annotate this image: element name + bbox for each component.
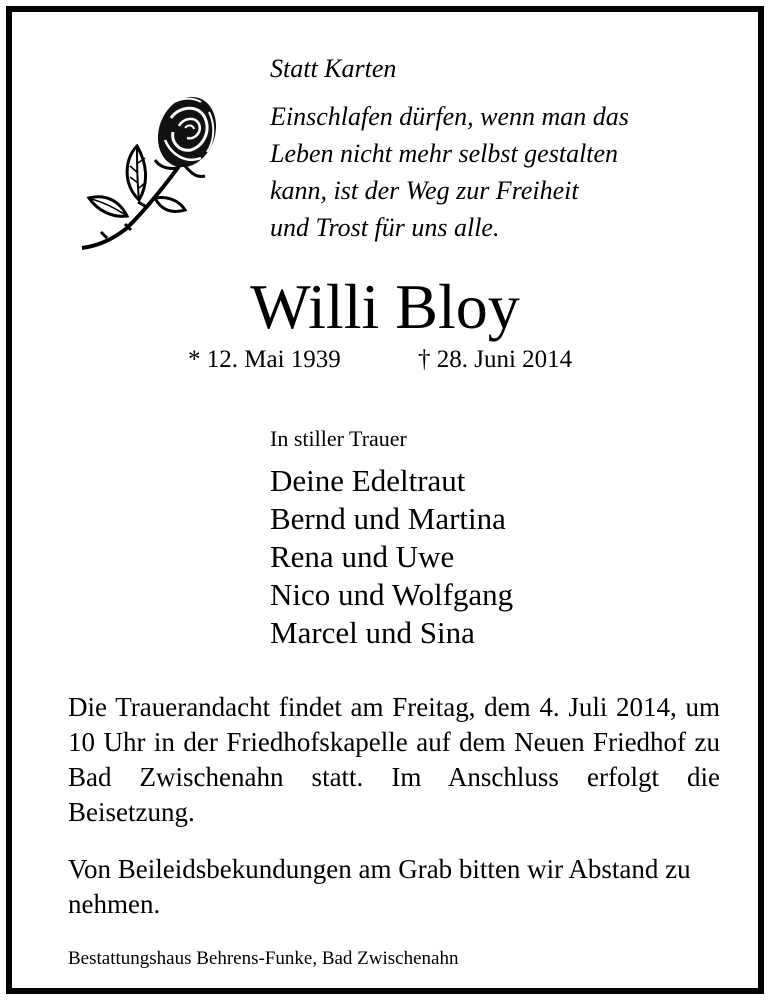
service-info <box>68 690 720 830</box>
condolence-note: Von Beileidsbekundungen am Grab bitten wir Abstand zu nehmen. <box>68 854 691 919</box>
memorial-quote <box>270 98 720 246</box>
birth-date: * 12. Mai 1939 <box>188 346 341 373</box>
funeral-home: Bestattungshaus Behrens-Funke, Bad Zwischenahn <box>68 948 459 969</box>
mourning-intro: In stiller Trauer <box>270 426 407 451</box>
family-member: Bernd und Martina <box>270 501 506 536</box>
deceased-name: Willi Bloy <box>250 271 520 342</box>
rose-icon <box>67 88 217 250</box>
family-member: Rena und Uwe <box>270 539 455 574</box>
family-member: Marcel und Sina <box>270 615 475 650</box>
quote-line: Leben nicht mehr selbst gestalten <box>270 139 619 168</box>
family-member: Deine Edeltraut <box>270 463 466 498</box>
family-list <box>270 462 513 652</box>
death-date: † 28. Juni 2014 <box>418 346 573 373</box>
service-text: Die Trauerandacht findet am Freitag, dem 4. Juli 2014, um 10 Uhr in der Friedhofskapelle auf dem Neuen Friedhof zu Bad Zwischenahn statt. Im Anschluss erfolgt die Beisetzung. <box>68 692 720 827</box>
obituary-frame <box>6 6 764 994</box>
quote-line: kann, ist der Weg zur Freiheit <box>270 176 579 205</box>
family-member: Nico und Wolfgang <box>270 577 514 612</box>
intro-text: Statt Karten <box>270 54 397 83</box>
quote-line: und Trost für uns alle. <box>270 213 500 242</box>
quote-line: Einschlafen dürfen, wenn man das <box>270 102 629 131</box>
